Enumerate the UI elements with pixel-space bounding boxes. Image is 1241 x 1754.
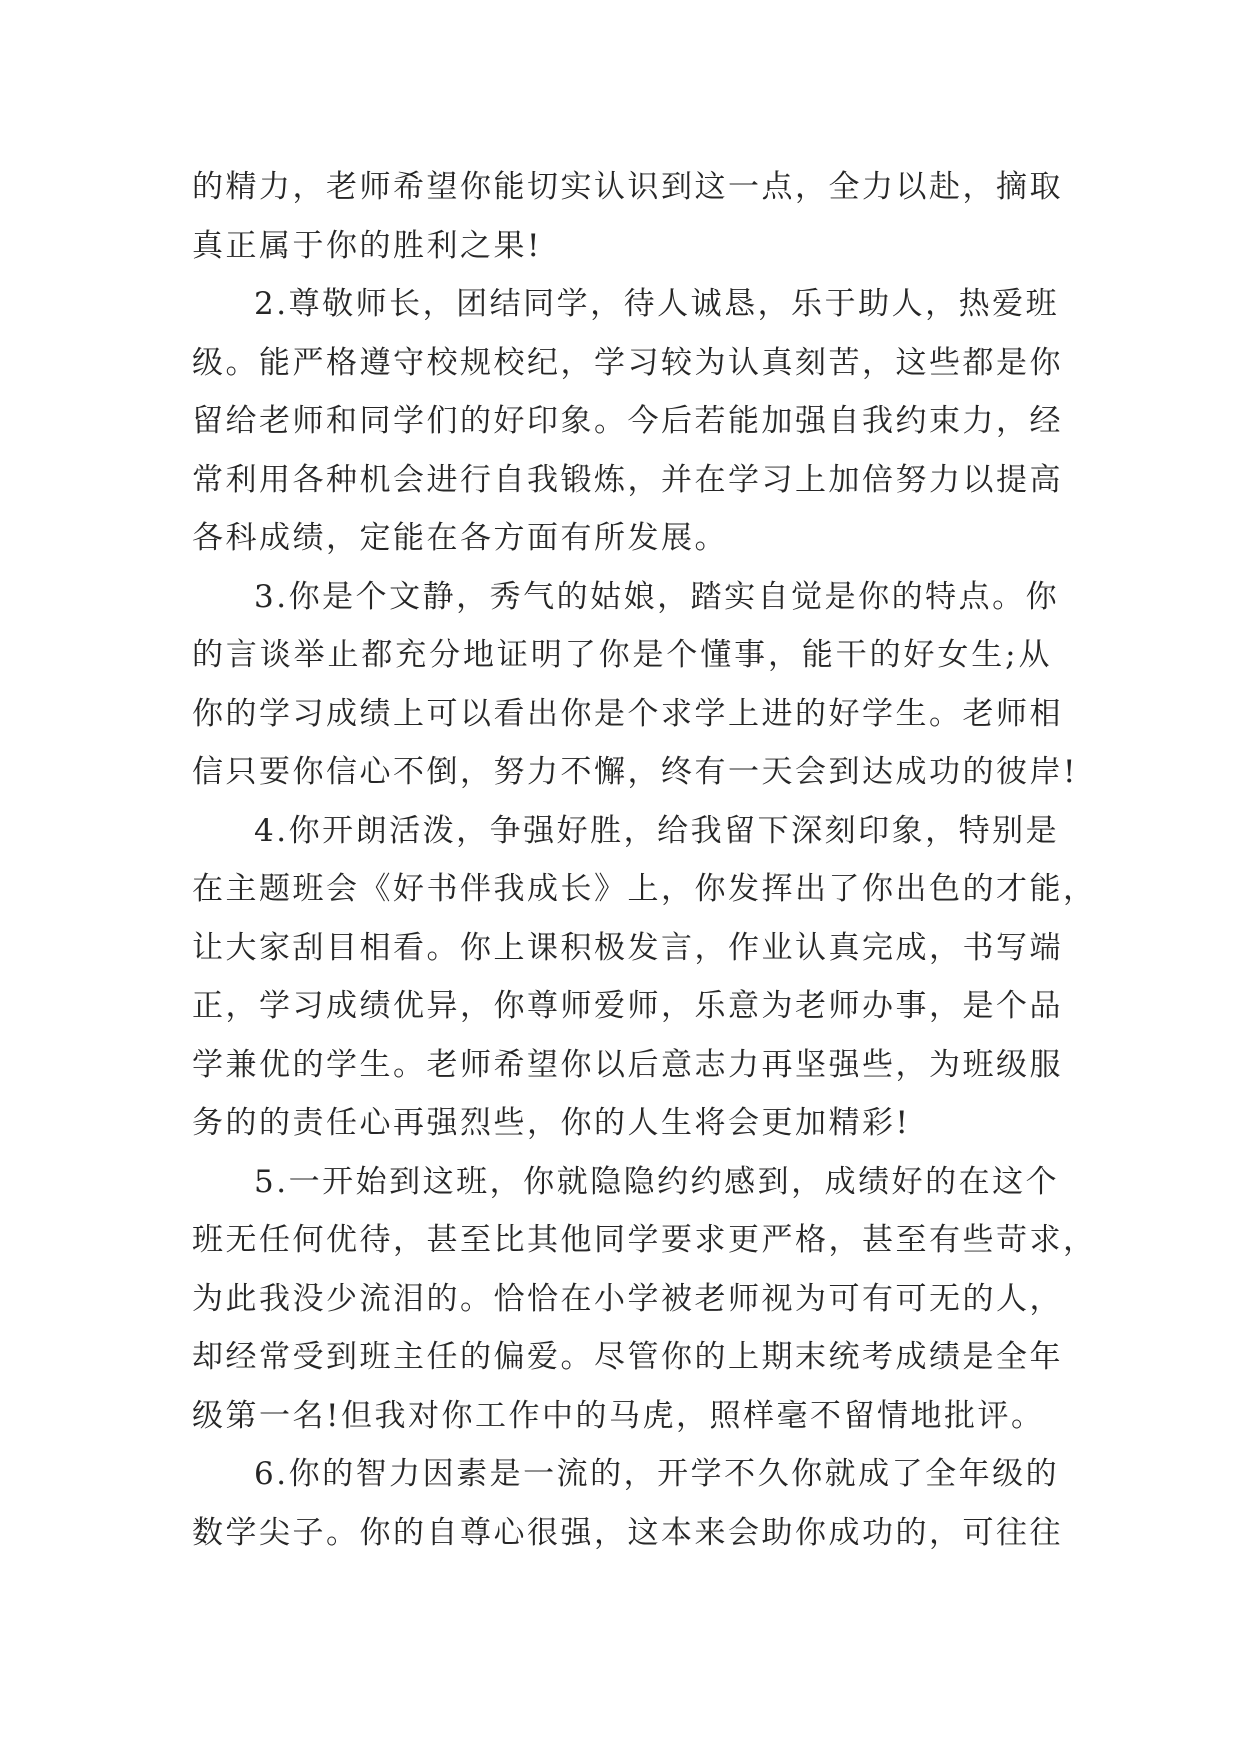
text-line: 却经常受到班主任的偏爱。尽管你的上期末统考成绩是全年 <box>192 1339 1063 1375</box>
paragraph-start-line: 5.一开始到这班，你就隐隐约约感到，成绩好的在这个 <box>254 1163 1060 1200</box>
text-line: 在主题班会《好书伴我成长》上，你发挥出了你出色的才能， <box>192 871 1097 907</box>
text-line: 你的学习成绩上可以看出你是个求学上进的好学生。老师相 <box>192 695 1063 732</box>
text-line: 的精力，老师希望你能切实认识到这一点，全力以赴，摘取 <box>192 169 1063 205</box>
paragraph-start-line: 6.你的智力因素是一流的，开学不久你就成了全年级的 <box>254 1456 1060 1492</box>
text-line: 级。能严格遵守校规校纪，学习较为认真刻苦，这些都是你 <box>192 344 1063 381</box>
text-line: 为此我没少流泪的。恰恰在小学被老师视为可有可无的人， <box>192 1280 1063 1317</box>
text-line: 真正属于你的胜利之果! <box>192 227 542 264</box>
text-line: 的言谈举止都充分地证明了你是个懂事，能干的好女生;从 <box>192 637 1052 673</box>
text-line: 班无任何优待，甚至比其他同学要求更严格，甚至有些苛求， <box>192 1222 1097 1258</box>
paragraph-start-line: 2.尊敬师长，团结同学，待人诚恳，乐于助人，热爱班 <box>254 286 1060 322</box>
text-line: 学兼优的学生。老师希望你以后意志力再坚强些，为班级服 <box>192 1046 1063 1083</box>
document-body <box>192 158 1097 1562</box>
text-line: 信只要你信心不倒，努力不懈，终有一天会到达成功的彼岸! <box>192 754 1078 790</box>
text-line: 数学尖子。你的自尊心很强，这本来会助你成功的，可往往 <box>192 1514 1063 1551</box>
paragraph-start-line: 3.你是个文静，秀气的姑娘，踏实自觉是你的特点。你 <box>254 578 1060 615</box>
text-line: 级第一名!但我对你工作中的马虎，照样毫不留情地批评。 <box>192 1397 1045 1434</box>
text-line: 让大家刮目相看。你上课积极发言，作业认真完成，书写端 <box>192 929 1063 966</box>
paragraph-start-line: 4.你开朗活泼，争强好胜，给我留下深刻印象，特别是 <box>254 812 1060 849</box>
text-line: 留给老师和同学们的好印象。今后若能加强自我约束力，经 <box>192 403 1063 439</box>
text-line: 常利用各种机会进行自我锻炼，并在学习上加倍努力以提高 <box>192 461 1063 498</box>
text-line: 正，学习成绩优异，你尊师爱师，乐意为老师办事，是个品 <box>192 988 1063 1024</box>
text-line: 各科成绩，定能在各方面有所发展。 <box>192 520 728 556</box>
text-line: 务的的责任心再强烈些，你的人生将会更加精彩! <box>192 1105 911 1141</box>
